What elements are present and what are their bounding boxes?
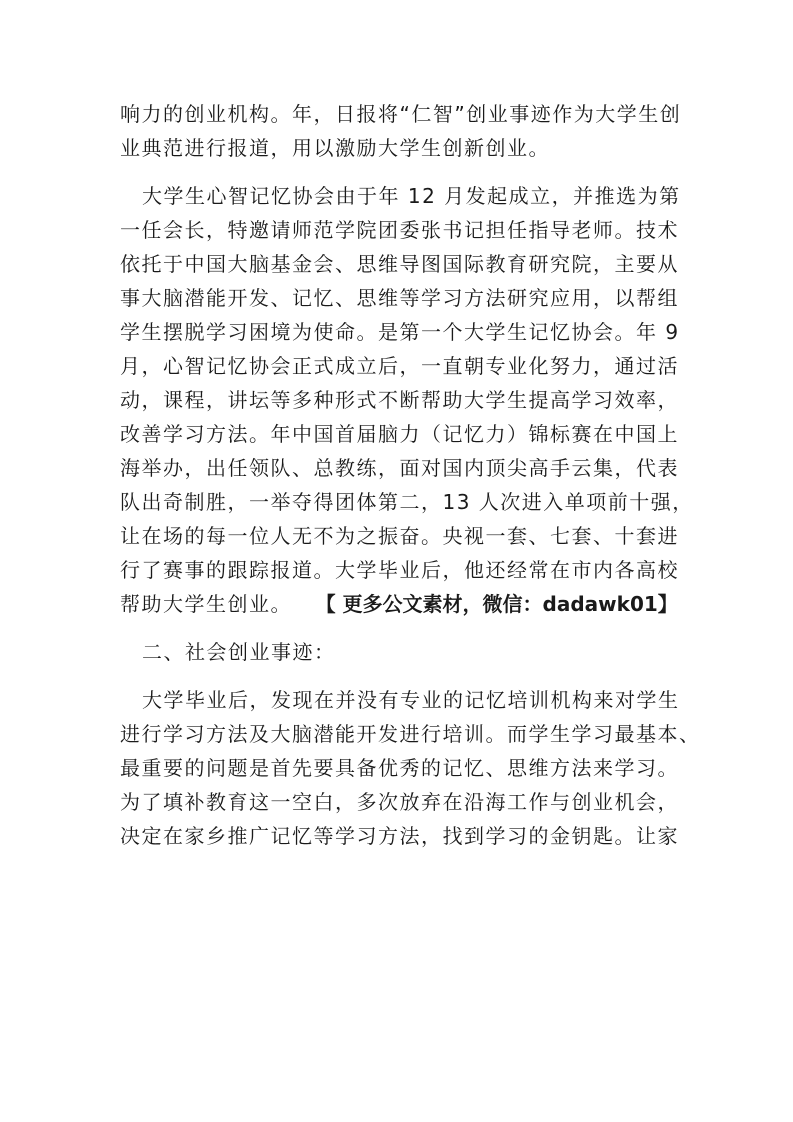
text-line: 大学生心智记忆协会由于年 12 月发起成立，并推选为第 xyxy=(142,184,681,208)
text-segment: 帮助大学生创业。 xyxy=(120,592,292,616)
text-line: 决定在家乡推广记忆等学习方法，找到学习的金钥匙。让家 xyxy=(120,824,679,848)
text-line: 大学毕业后，发现在并没有专业的记忆培训机构来对学生 xyxy=(142,688,680,712)
document-body xyxy=(120,97,701,867)
text-line: 改善学习方法。年中国首届脑力（记忆力）锦标赛在中国上 xyxy=(120,422,679,446)
text-line: 月，心智记忆协会正式成立后，一直朝专业化努力，通过活 xyxy=(120,354,679,378)
text-line: 队出奇制胜，一举夺得团体第二，13 人次进入单项前十强， xyxy=(120,490,694,514)
section-heading-social-entrepreneurship xyxy=(120,635,690,669)
text-line: 为了填补教育这一空白，多次放弃在沿海工作与创业机会， xyxy=(120,790,679,814)
text-line: 学生摆脱学习困境为使命。是第一个大学生记忆协会。年 9 xyxy=(120,320,680,344)
text-line: 业典范进行报道，用以激励大学生创新创业。 xyxy=(120,136,550,160)
paragraph-after-graduation xyxy=(120,683,701,853)
text-line: 响力的创业机构。年，日报将“仁智”创业事迹作为大学生创 xyxy=(120,102,682,126)
text-line: 行了赛事的跟踪报道。大学毕业后，他还经常在市内各高校 xyxy=(120,558,679,582)
text-line: 让在场的每一位人无不为之振奋。央视一套、七套、十套进 xyxy=(120,524,679,548)
text-line-with-promo xyxy=(120,587,690,621)
text-line: 进行学习方法及大脑潜能开发进行培训。而学生学习最基本、 xyxy=(120,722,701,746)
text-line: 动，课程，讲坛等多种形式不断帮助大学生提高学习效率， xyxy=(120,388,679,412)
paragraph-association xyxy=(120,179,694,621)
promo-text: 【 更多公文素材，微信：dadawk01】 xyxy=(315,592,678,616)
paragraph-intro-continuation xyxy=(120,97,690,165)
text-line: 事大脑潜能开发、记忆、思维等学习方法研究应用，以帮组 xyxy=(120,286,679,310)
text-line: 最重要的问题是首先要具备优秀的记忆、思维方法来学习。 xyxy=(120,756,679,780)
section-heading: 二、社会创业事迹： xyxy=(142,640,336,664)
text-line: 海举办，出任领队、总教练，面对国内顶尖高手云集，代表 xyxy=(120,456,679,480)
text-line: 依托于中国大脑基金会、思维导图国际教育研究院，主要从 xyxy=(120,252,679,276)
text-line: 一任会长，特邀请师范学院团委张书记担任指导老师。技术 xyxy=(120,218,679,242)
